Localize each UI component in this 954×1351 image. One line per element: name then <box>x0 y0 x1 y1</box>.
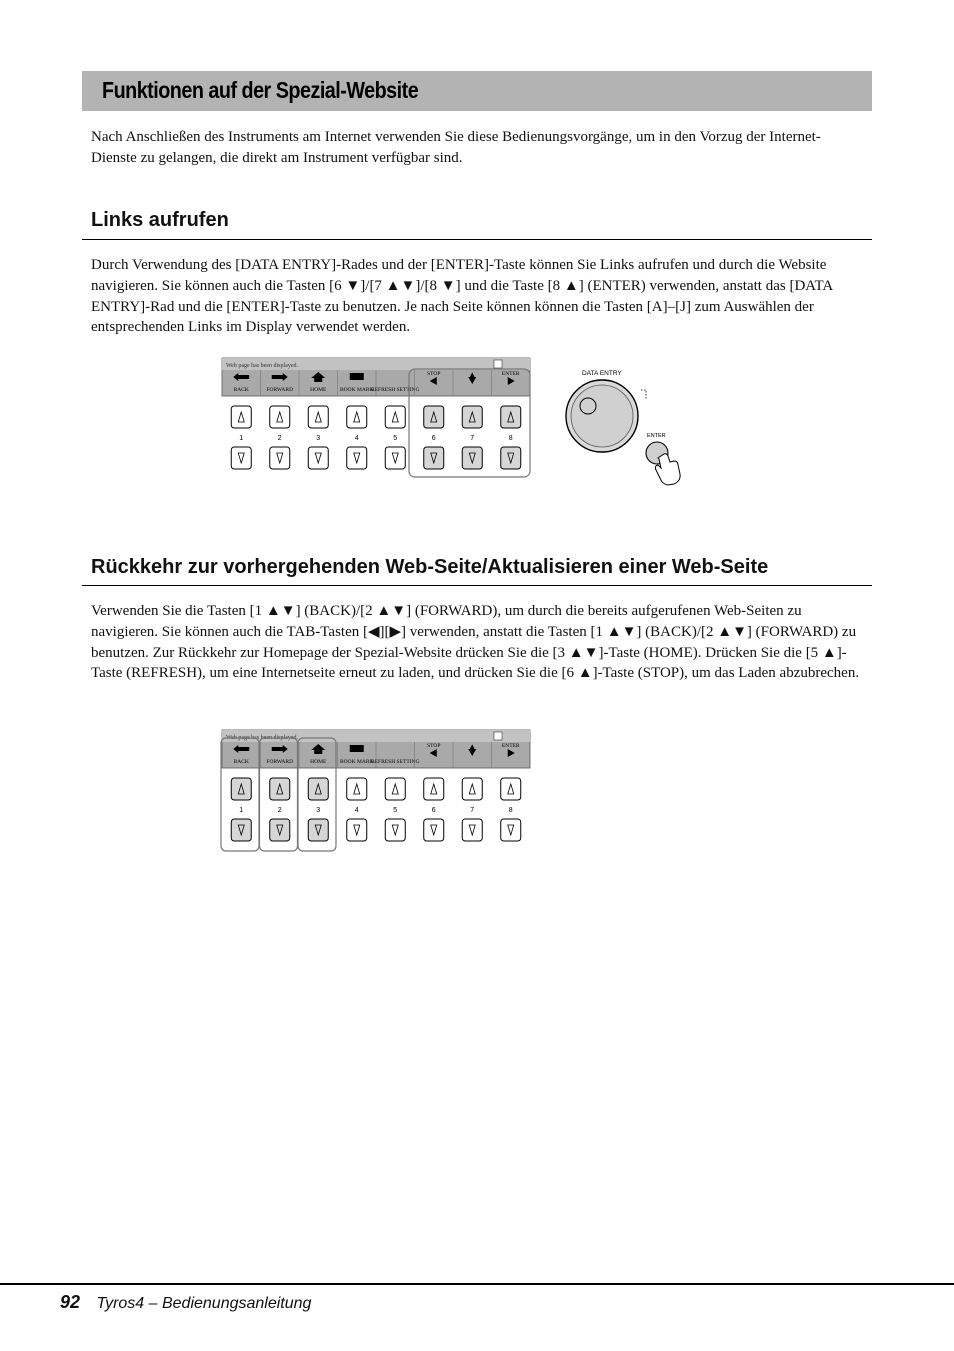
screen-tab-label: ▲ <box>468 370 477 379</box>
footer-rule <box>0 1283 954 1285</box>
panel-down-button[interactable] <box>270 819 290 841</box>
panel-up-button[interactable] <box>424 406 444 428</box>
heading-bar <box>82 71 872 111</box>
screen-tab-label: ENTER <box>501 371 520 377</box>
panel-button-number: 4 <box>354 807 359 814</box>
section-rule <box>82 585 872 586</box>
panel-down-button[interactable] <box>462 819 482 841</box>
panel-button-number: 7 <box>470 807 475 814</box>
panel-up-button[interactable] <box>501 778 521 800</box>
screen-tab-label: REFRESH SETTING <box>371 387 420 393</box>
panel-button-number: 2 <box>277 807 282 814</box>
intro-paragraph: Nach Anschließen des Instruments am Internet verwenden Sie diese Bedienungsvorgänge, um in den Vorzug der Internet-Dienste zu gelangen, die direkt am Instrument verfügbar sind. <box>91 129 821 166</box>
panel-figure-navigation <box>218 726 536 854</box>
panel-button-number: 4 <box>354 435 359 442</box>
panel-down-button[interactable] <box>347 819 367 841</box>
panel-up-button[interactable] <box>308 406 328 428</box>
section-rule <box>82 239 872 240</box>
data-entry-label: DATA ENTRY <box>582 370 622 377</box>
panel-button-number: 8 <box>508 435 513 442</box>
panel-up-button[interactable] <box>270 406 290 428</box>
panel-button-number: 5 <box>393 807 398 814</box>
panel-down-button[interactable] <box>424 447 444 469</box>
screen-tab-label: HOME <box>310 759 327 765</box>
panel-up-button[interactable] <box>231 778 251 800</box>
screen-tab-label: REFRESH SETTING <box>371 759 420 765</box>
book-icon <box>350 745 364 752</box>
panel-down-button[interactable] <box>385 819 405 841</box>
panel-button-number: 6 <box>431 807 436 814</box>
screen-tab-label: BOOK MARK <box>340 759 374 765</box>
panel-button-number: 3 <box>316 435 321 442</box>
panel-up-button[interactable] <box>462 778 482 800</box>
section-title-links: Links aufrufen <box>91 209 229 231</box>
panel-down-button[interactable] <box>308 447 328 469</box>
panel-up-button[interactable] <box>385 778 405 800</box>
panel-down-button[interactable] <box>501 447 521 469</box>
panel-button-number: 6 <box>431 435 436 442</box>
panel-down-button[interactable] <box>270 447 290 469</box>
globe-icon <box>494 360 502 368</box>
screen-tab-label: BACK <box>233 759 249 765</box>
panel-down-button[interactable] <box>231 819 251 841</box>
enter-label: ENTER <box>647 433 666 439</box>
data-entry-figure <box>560 362 700 488</box>
screen-tab-label: HOME <box>310 387 327 393</box>
panel-up-button[interactable] <box>462 406 482 428</box>
panel-figure-links <box>218 354 536 482</box>
document-title: Tyros4 – Bedienungsanleitung <box>96 1295 312 1312</box>
page-number: 92 <box>60 1292 81 1312</box>
footer <box>60 1292 311 1313</box>
screen-status-text: Web page has been displayed. <box>226 735 298 741</box>
panel-up-button[interactable] <box>385 406 405 428</box>
panel-down-button[interactable] <box>308 819 328 841</box>
panel-up-button[interactable] <box>347 778 367 800</box>
screen-tab-label: ENTER <box>501 743 520 749</box>
page-title: Funktionen auf der Spezial-Website <box>102 77 419 103</box>
hand-pointer-icon <box>655 454 680 485</box>
panel-down-button[interactable] <box>424 819 444 841</box>
screen-tab-label: ▲ <box>468 742 477 751</box>
section-navigation-body: Verwenden Sie die Tasten [1 ▲▼] (BACK)/[2 ▲▼] (FORWARD), um durch die bereits aufgerufenen Web-Seiten zu navigieren. Sie können auch die TAB-Tasten [◀][▶] verwenden, anstatt die Tasten [1 ▲▼] (BACK)/[2 ▲▼] (FORWARD) zu benutzen. Zur Rückkehr zur Homepage der Spezial-Website drücken Sie die [3 ▲▼]-Taste (HOME). Drücken Sie die [5 ▲]-Taste (REFRESH), um eine Internetseite erneut zu laden, und drücken Sie die [6 ▲]-Taste (STOP), um das Laden abzubrechen. <box>91 603 860 682</box>
screen-tab-label: BACK <box>233 387 249 393</box>
screen-tab-label: FORWARD <box>266 387 294 393</box>
screen-tab-label: FORWARD <box>266 759 294 765</box>
panel-button-number: 1 <box>239 435 244 442</box>
globe-icon <box>494 732 502 740</box>
panel-down-button[interactable] <box>462 447 482 469</box>
panel-up-button[interactable] <box>270 778 290 800</box>
panel-button-number: 2 <box>277 435 282 442</box>
panel-down-button[interactable] <box>231 447 251 469</box>
panel-up-button[interactable] <box>231 406 251 428</box>
section-title-navigation: Rückkehr zur vorhergehenden Web-Seite/Aktualisieren einer Web-Seite <box>91 556 769 578</box>
panel-up-button[interactable] <box>308 778 328 800</box>
panel-down-button[interactable] <box>385 447 405 469</box>
screen-status-text: Web page has been displayed. <box>226 363 298 369</box>
panel-button-number: 8 <box>508 807 513 814</box>
panel-button-number: 1 <box>239 807 244 814</box>
panel-down-button[interactable] <box>347 447 367 469</box>
screen-tab-label: BOOK MARK <box>340 387 374 393</box>
panel-button-number: 3 <box>316 807 321 814</box>
book-icon <box>350 373 364 380</box>
panel-up-button[interactable] <box>501 406 521 428</box>
panel-button-number: 7 <box>470 435 475 442</box>
screen-tab-label: STOP <box>427 743 441 749</box>
panel-up-button[interactable] <box>347 406 367 428</box>
section-links-body: Durch Verwendung des [DATA ENTRY]-Rades und der [ENTER]-Taste können Sie Links aufrufen und durch die Website navigieren. Sie können auch die Tasten [6 ▼]/[7 ▲▼]/[8 ▼] und die Taste [8 ▲] (ENTER) verwenden, anstatt das [DATA ENTRY]-Rad und die [ENTER]-Taste zu benutzen. Je nach Seite können können die Tasten [A]–[J] zum Auswählen der entsprechenden Links im Display verwendet werden. <box>91 257 833 336</box>
panel-down-button[interactable] <box>501 819 521 841</box>
panel-button-number: 5 <box>393 435 398 442</box>
screen-tab-label: STOP <box>427 371 441 377</box>
panel-up-button[interactable] <box>424 778 444 800</box>
